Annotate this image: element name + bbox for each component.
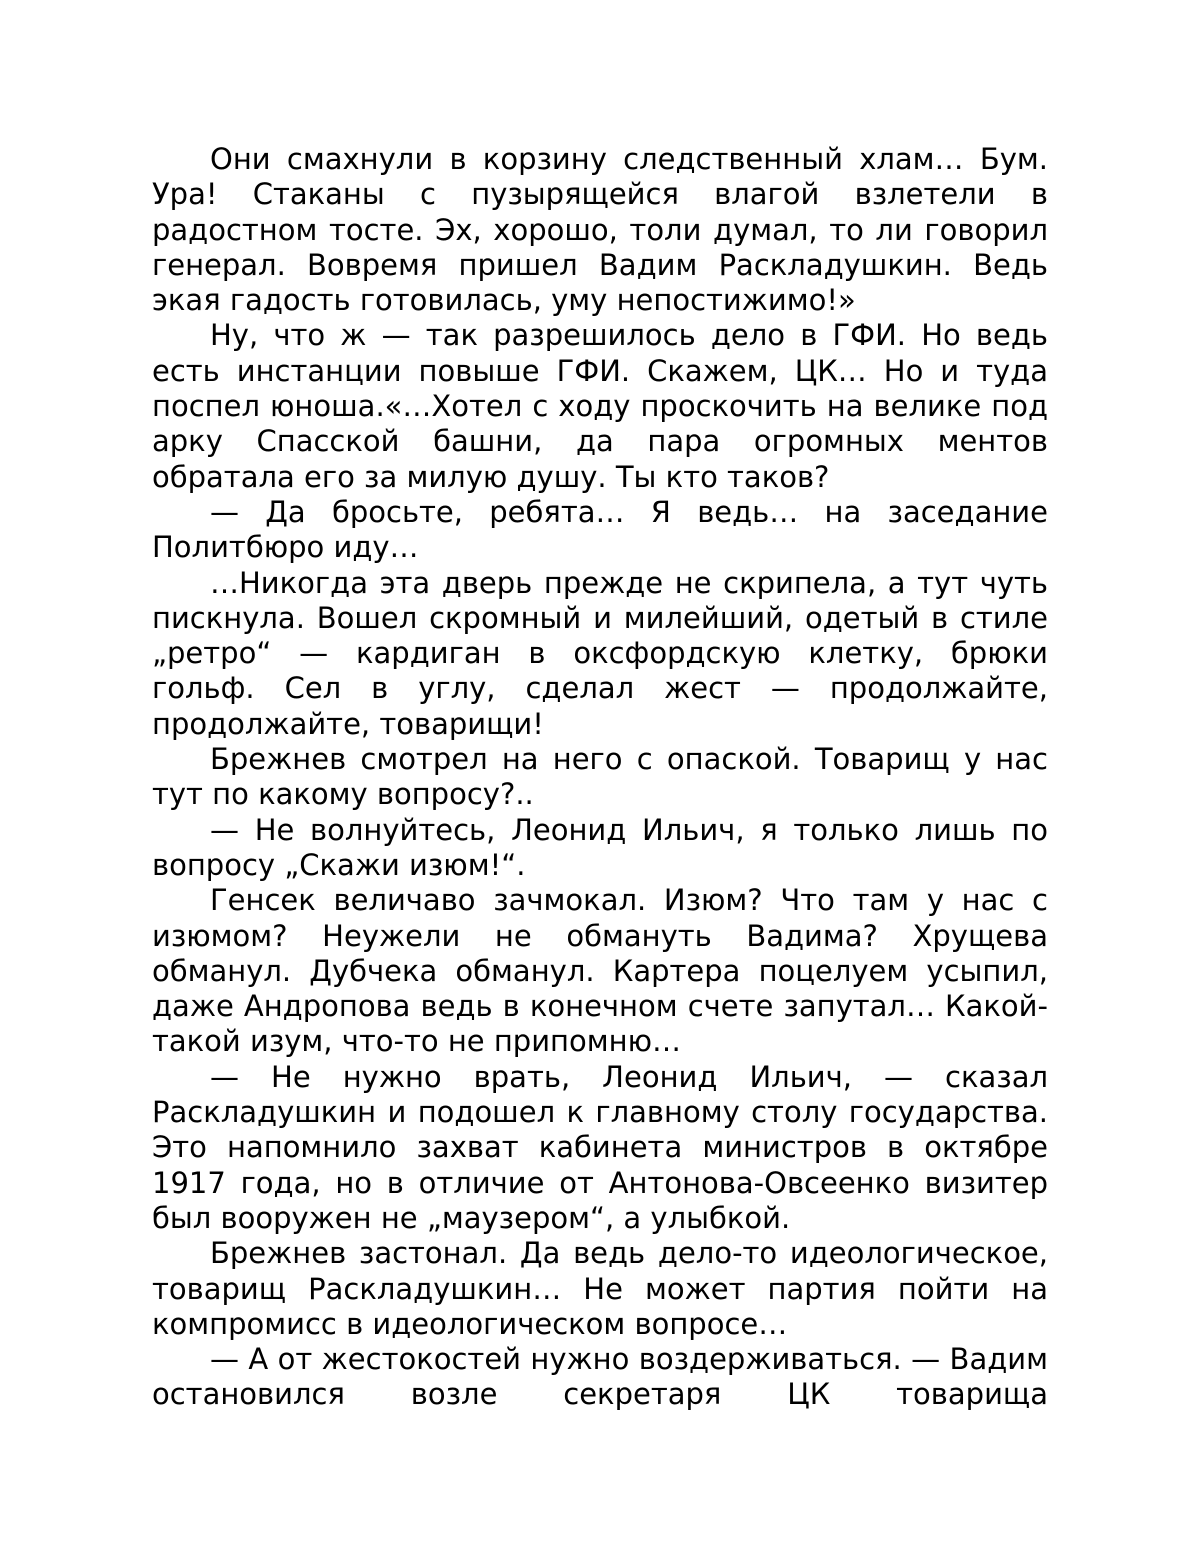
- paragraph-7: Генсек величаво зачмокал. Изюм? Что там у нас с изюмом? Неужели не обмануть Вадима? Хрущева обманул. Дубчека обманул. Картера поцелуем усыпил, даже Андропова ведь в конечном счете запутал… Какой-такой изум, что-то не припомню…: [152, 883, 1048, 1059]
- paragraph-8: — Не нужно врать, Леонид Ильич, — сказал Раскладушкин и подошел к главному столу государства. Это напомнило захват кабинета министров в октябре 1917 года, но в отличие от Антонова-Овсеенко визитер был вооружен не „маузером“, а улыбкой.: [152, 1059, 1048, 1235]
- paragraph-3: — Да бросьте, ребята… Я ведь… на заседание Политбюро иду…: [152, 494, 1048, 565]
- paragraph-5: Брежнев смотрел на него с опаской. Товарищ у нас тут по какому вопросу?..: [152, 742, 1048, 812]
- paragraph-6: — Не волнуйтесь, Леонид Ильич, я только лишь по вопросу „Скажи изюм!“.: [152, 812, 1048, 882]
- paragraph-2: Ну, что ж — так разрешилось дело в ГФИ. Но ведь есть инстанции повыше ГФИ. Скажем, ЦК… Но и туда поспел юноша.«…Хотел с ходу проскочить на велике под арку Спасской башни, да пара огромных ментов обратала его за милую душу. Ты кто таков?: [152, 318, 1048, 494]
- paragraph-9: Брежнев застонал. Да ведь дело-то идеологическое, товарищ Раскладушкин… Не может партия пойти на компромисс в идеологическом вопросе…: [152, 1236, 1048, 1341]
- paragraph-10: — А от жестокостей нужно воздерживаться. — Вадим остановился возле секретаря ЦК товарища: [152, 1342, 1048, 1412]
- paragraph-1: Они смахнули в корзину следственный хлам… Бум. Ура! Стаканы с пузырящейся влагой взлетели в радостном тосте. Эх, хорошо, толи думал, то ли говорил генерал. Вовремя пришел Вадим Раскладушкин. Ведь экая гадость готовилась, уму непостижимо!»: [152, 142, 1048, 318]
- document-page: [152, 142, 1048, 1413]
- paragraph-4: …Никогда эта дверь прежде не скрипела, а тут чуть пискнула. Вошел скромный и милейший, одетый в стиле „ретро“ — кардиган в оксфордскую клетку, брюки гольф. Сел в углу, сделал жест — продолжайте, продолжайте, товарищи!: [152, 565, 1048, 741]
